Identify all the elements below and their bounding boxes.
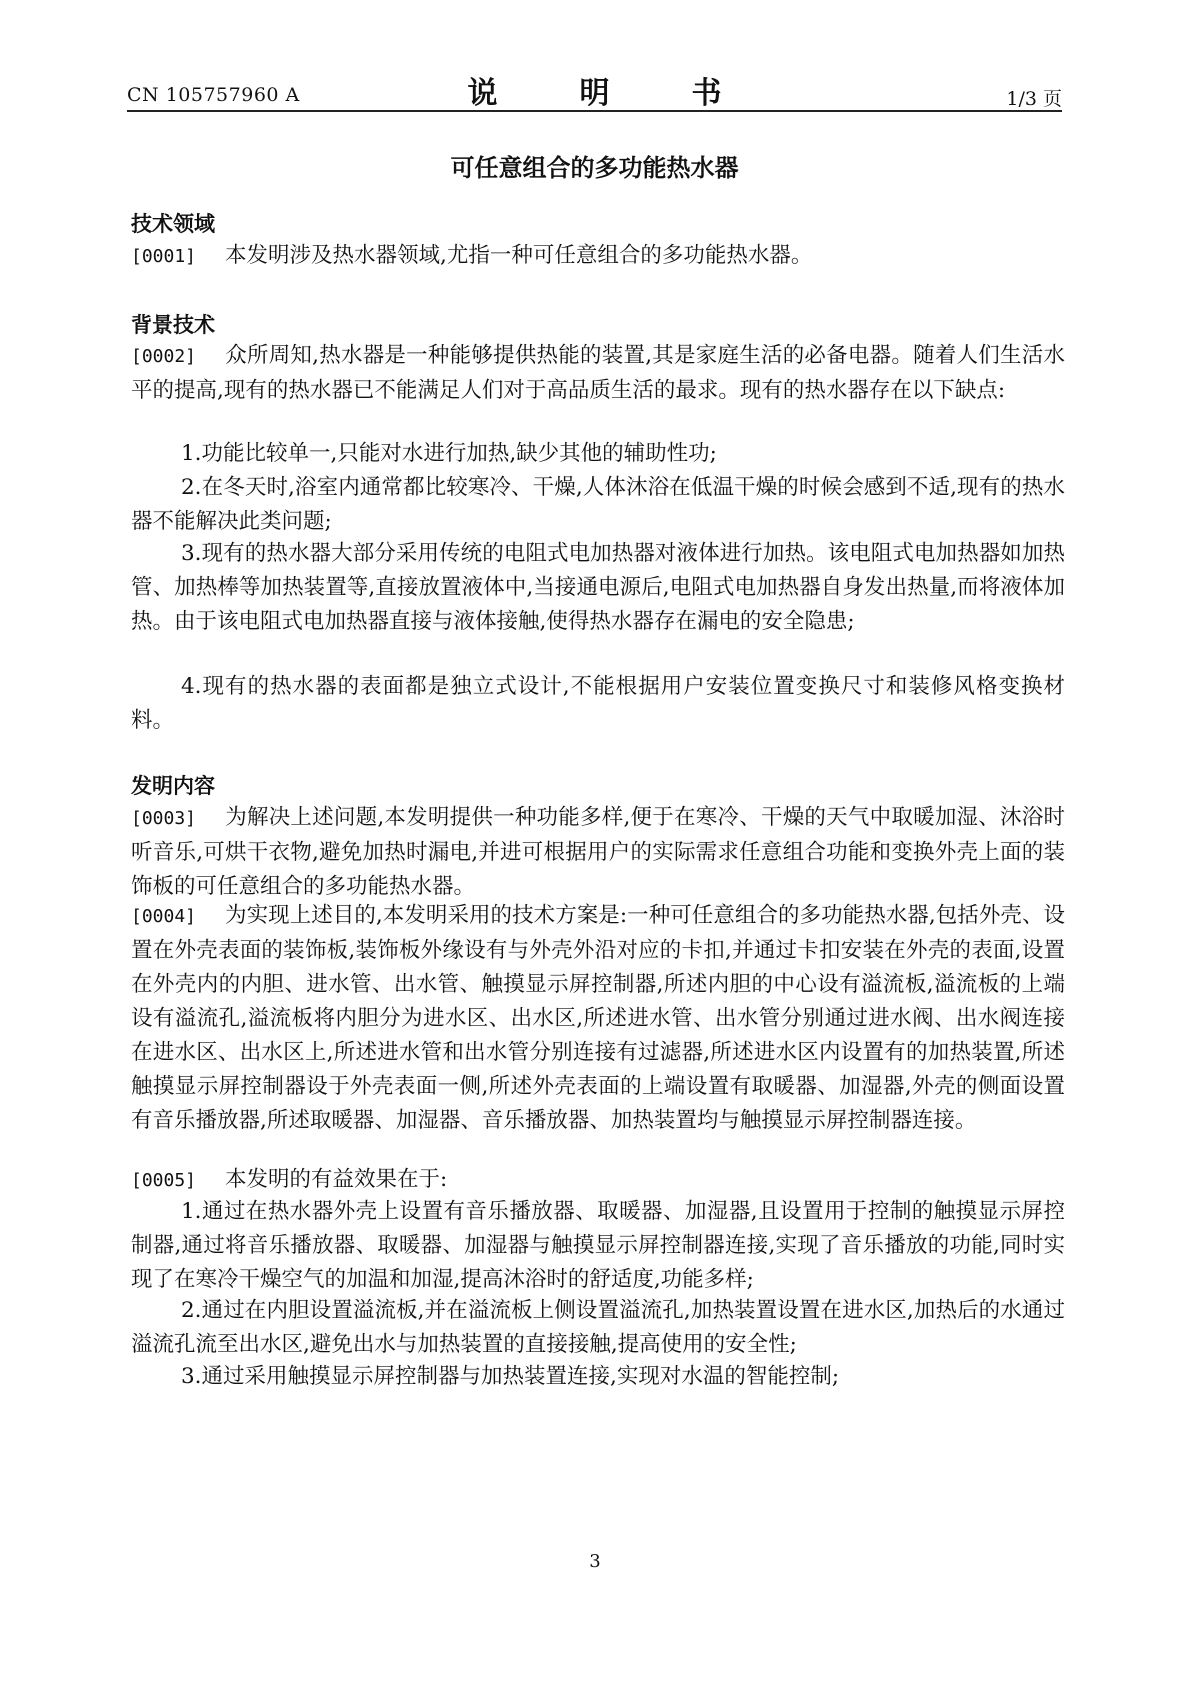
list-item: 1.功能比较单一,只能对水进行加热,缺少其他的辅助性功; [181, 441, 717, 466]
page-header [127, 62, 1062, 112]
page-number: 3 [589, 1551, 601, 1572]
paragraph-0001 [131, 239, 1065, 274]
paragraph-number: [0004] [131, 906, 197, 927]
paragraph-0005 [131, 1163, 1065, 1198]
paragraph-text: 众所周知,热水器是一种能够提供热能的装置,其是家庭生活的必备电器。随着人们生活水平的提高,现有的热水器已不能满足人们对于高品质生活的最求。现有的热水器存在以下缺点: [131, 343, 1065, 403]
paragraph-number: [0002] [131, 346, 197, 367]
paragraph-number: [0003] [131, 808, 197, 829]
paragraph-text: 本发明的有益效果在于: [225, 1167, 448, 1192]
paragraph-text: 为解决上述问题,本发明提供一种功能多样,便于在寒冷、干燥的天气中取暖加湿、沐浴时听音乐,可烘干衣物,避免加热时漏电,并进可根据用户的实际需求任意组合功能和变换外壳上面的装饰板的可任意组合的多功能热水器。 [131, 805, 1065, 899]
document-title: 可任意组合的多功能热水器 [450, 154, 739, 182]
paragraph-number: [0005] [131, 1170, 197, 1191]
document-type: 说 明 书 [467, 76, 748, 111]
publication-number: CN 105757960 A [127, 84, 300, 106]
paragraph-0002 [131, 339, 1065, 408]
list-item: 4.现有的热水器的表面都是独立式设计,不能根据用户安装位置变换尺寸和装修风格变换材料。 [131, 674, 1065, 733]
list-item: 2.通过在内胆设置溢流板,并在溢流板上侧设置溢流孔,加热装置设置在进水区,加热后的水通过溢流孔流至出水区,避免出水与加热装置的直接接触,提高使用的安全性; [131, 1298, 1065, 1357]
page-count: 1/3 页 [1006, 88, 1062, 110]
list-item: 2.在冬天时,浴室内通常都比较寒冷、干燥,人体沐浴在低温干燥的时候会感到不适,现有的热水器不能解决此类问题; [131, 475, 1065, 534]
section-heading-tech-field: 技术领域 [131, 212, 215, 236]
list-item: 3.现有的热水器大部分采用传统的电阻式电加热器对液体进行加热。该电阻式电加热器如加热管、加热棒等加热装置等,直接放置液体中,当接通电源后,电阻式电加热器自身发出热量,而将液体加热。由于该电阻式电加热器直接与液体接触,使得热水器存在漏电的安全隐患; [131, 541, 1065, 634]
list-item: 1.通过在热水器外壳上设置有音乐播放器、取暖器、加湿器,且设置用于控制的触摸显示屏控制器,通过将音乐播放器、取暖器、加湿器与触摸显示屏控制器连接,实现了音乐播放的功能,同时实现了在寒冷干燥空气的加温和加湿,提高沐浴时的舒适度,功能多样; [131, 1199, 1065, 1292]
section-heading-invention: 发明内容 [131, 774, 215, 798]
paragraph-0003 [131, 801, 1065, 904]
paragraph-number: [0001] [131, 246, 197, 267]
section-heading-background: 背景技术 [131, 313, 215, 337]
paragraph-0004 [131, 899, 1065, 1138]
paragraph-text: 为实现上述目的,本发明采用的技术方案是:一种可任意组合的多功能热水器,包括外壳、设置在外壳表面的装饰板,装饰板外缘设有与外壳外沿对应的卡扣,并通过卡扣安装在外壳的表面,设置在外壳内的内胆、进水管、出水管、触摸显示屏控制器,所述内胆的中心设有溢流板,溢流板的上端设有溢流孔,溢流板将内胆分为进水区、出水区,所述进水管、出水管分别通过进水阀、出水阀连接在进水区、出水区上,所述进水管和出水管分别连接有过滤器,所述进水区内设置有的加热装置,所述触摸显示屏控制器设于外壳表面一侧,所述外壳表面的上端设置有取暖器、加湿器,外壳的侧面设置有音乐播放器,所述取暖器、加湿器、音乐播放器、加热装置均与触摸显示屏控制器连接。 [131, 903, 1065, 1133]
paragraph-text: 本发明涉及热水器领域,尤指一种可任意组合的多功能热水器。 [225, 243, 813, 268]
list-item: 3.通过采用触摸显示屏控制器与加热装置连接,实现对水温的智能控制; [181, 1364, 840, 1389]
